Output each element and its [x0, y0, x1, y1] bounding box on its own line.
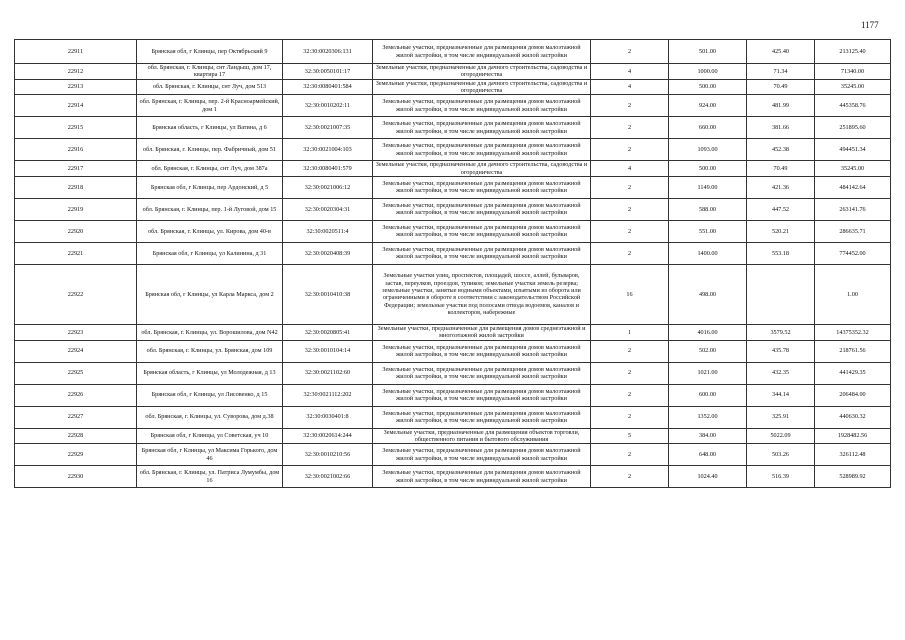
- group-cell: 2: [591, 384, 669, 406]
- area-cell: 384.00: [669, 428, 747, 444]
- land-use-cell: Земельные участки, предназначенные для размещения объектов торговли, общественного питания и бытового обслуживания: [373, 428, 591, 444]
- row-number: 22925: [15, 362, 137, 384]
- cadastral-value-cell: 774452.00: [815, 242, 891, 264]
- table-row: [15, 176, 891, 198]
- cadastral-number-cell: 32:30:0010210:56: [283, 444, 373, 466]
- address-cell: обл. Брянская, г. Клинцы, пер. Фабричный, дом 51: [137, 139, 283, 161]
- cadastral-value-cell: 440630.32: [815, 406, 891, 428]
- specific-value-cell: 520.21: [747, 220, 815, 242]
- cadastral-number-cell: 32:30:0021112:202: [283, 384, 373, 406]
- group-cell: 2: [591, 362, 669, 384]
- area-cell: 1093.00: [669, 139, 747, 161]
- land-use-cell: Земельные участки, предназначенные для размещения домов малоэтажной жилой застройки, в том числе индивидуальной жилой застройки: [373, 242, 591, 264]
- land-use-cell: Земельные участки, предназначенные для дачного строительства, садоводства и огородничества: [373, 64, 591, 80]
- specific-value-cell: 425.40: [747, 40, 815, 64]
- address-cell: Брянская обл, г Клинцы, ул Калинина, д 31: [137, 242, 283, 264]
- group-cell: 2: [591, 220, 669, 242]
- group-cell: 2: [591, 139, 669, 161]
- row-number: 22919: [15, 198, 137, 220]
- table-row: [15, 161, 891, 177]
- row-number: 22922: [15, 264, 137, 324]
- row-number: 22924: [15, 340, 137, 362]
- group-cell: 2: [591, 466, 669, 488]
- area-cell: 4016.00: [669, 324, 747, 340]
- cadastral-value-cell: 218761.56: [815, 340, 891, 362]
- address-cell: обл. Брянская, г. Клинцы, снт Луч, дом 513: [137, 79, 283, 95]
- row-number: 22911: [15, 40, 137, 64]
- cadastral-value-cell: 206484.00: [815, 384, 891, 406]
- table-row: [15, 139, 891, 161]
- area-cell: 501.00: [669, 40, 747, 64]
- area-cell: 1149.00: [669, 176, 747, 198]
- row-number: 22929: [15, 444, 137, 466]
- cadastral-value-cell: 494451.34: [815, 139, 891, 161]
- specific-value-cell: 516.39: [747, 466, 815, 488]
- cadastral-value-cell: 35245.00: [815, 161, 891, 177]
- area-cell: 588.00: [669, 198, 747, 220]
- area-cell: 1024.40: [669, 466, 747, 488]
- cadastral-value-cell: 35245.00: [815, 79, 891, 95]
- group-cell: 2: [591, 340, 669, 362]
- area-cell: 498.00: [669, 264, 747, 324]
- specific-value-cell: 5022.09: [747, 428, 815, 444]
- area-cell: 500.00: [669, 79, 747, 95]
- row-number: 22920: [15, 220, 137, 242]
- table-row: [15, 340, 891, 362]
- group-cell: 4: [591, 64, 669, 80]
- specific-value-cell: [747, 264, 815, 324]
- specific-value-cell: 325.91: [747, 406, 815, 428]
- cadastral-number-cell: 32:30:0020805:41: [283, 324, 373, 340]
- area-cell: 648.00: [669, 444, 747, 466]
- land-use-cell: Земельные участки, предназначенные для размещения домов малоэтажной жилой застройки, в том числе индивидуальной жилой застройки: [373, 466, 591, 488]
- row-number: 22918: [15, 176, 137, 198]
- cadastral-value-cell: 445358.76: [815, 95, 891, 117]
- specific-value-cell: 71.34: [747, 64, 815, 80]
- group-cell: 2: [591, 176, 669, 198]
- address-cell: обл. Брянская, г. Клинцы, ул. Кирова, дом 40-в: [137, 220, 283, 242]
- table-row: [15, 220, 891, 242]
- land-use-cell: Земельные участки, предназначенные для размещения домов малоэтажной жилой застройки, в том числе индивидуальной жилой застройки: [373, 444, 591, 466]
- cadastral-number-cell: 32:30:0010410:38: [283, 264, 373, 324]
- area-cell: 924.00: [669, 95, 747, 117]
- group-cell: 2: [591, 117, 669, 139]
- area-cell: 551.00: [669, 220, 747, 242]
- address-cell: Брянская обл, г Клинцы, ул Лисовенко, д 15: [137, 384, 283, 406]
- table-row: [15, 40, 891, 64]
- address-cell: обл. Брянская, г. Клинцы, пер. 1-й Луговой, дом 15: [137, 198, 283, 220]
- table-row: [15, 95, 891, 117]
- group-cell: 2: [591, 40, 669, 64]
- cadastral-number-cell: 32:30:0080401:579: [283, 161, 373, 177]
- row-number: 22926: [15, 384, 137, 406]
- land-use-cell: Земельные участки, предназначенные для размещения домов малоэтажной жилой застройки, в том числе индивидуальной жилой застройки: [373, 384, 591, 406]
- area-cell: 1400.00: [669, 242, 747, 264]
- cadastral-number-cell: 32:30:0010104:14: [283, 340, 373, 362]
- row-number: 22913: [15, 79, 137, 95]
- area-cell: 500.00: [669, 161, 747, 177]
- table-row: [15, 428, 891, 444]
- land-use-cell: Земельные участки, предназначенные для размещения домов малоэтажной жилой застройки, в том числе индивидуальной жилой застройки: [373, 95, 591, 117]
- address-cell: Брянская обл, г Клинцы, ул Советская, уч 10: [137, 428, 283, 444]
- table-row: [15, 79, 891, 95]
- cadastral-number-cell: 32:30:0021102:60: [283, 362, 373, 384]
- area-cell: 600.00: [669, 384, 747, 406]
- land-use-cell: Земельные участки, предназначенные для размещения домов малоэтажной жилой застройки, в том числе индивидуальной жилой застройки: [373, 176, 591, 198]
- table-row: [15, 406, 891, 428]
- cadastral-number-cell: 32:30:0080401:584: [283, 79, 373, 95]
- specific-value-cell: 503.26: [747, 444, 815, 466]
- specific-value-cell: 381.66: [747, 117, 815, 139]
- land-use-cell: Земельные участки, предназначенные для размещения домов малоэтажной жилой застройки, в том числе индивидуальной жилой застройки: [373, 198, 591, 220]
- specific-value-cell: 70.49: [747, 161, 815, 177]
- cadastral-value-cell: 14375352.32: [815, 324, 891, 340]
- cadastral-value-cell: 484142.64: [815, 176, 891, 198]
- cadastral-number-cell: 32:30:0020614:244: [283, 428, 373, 444]
- address-cell: обл. Брянская, г. Клинцы, ул. Брянская, дом 109: [137, 340, 283, 362]
- group-cell: 16: [591, 264, 669, 324]
- address-cell: Брянская обл, г Клинцы, ул Максима Горького, дом 46: [137, 444, 283, 466]
- row-number: 22917: [15, 161, 137, 177]
- row-number: 22928: [15, 428, 137, 444]
- group-cell: 4: [591, 161, 669, 177]
- land-use-cell: Земельные участки, предназначенные для размещения домов среднеэтажной и многоэтажной жилой застройки: [373, 324, 591, 340]
- land-use-cell: Земельные участки, предназначенные для размещения домов малоэтажной жилой застройки, в том числе индивидуальной жилой застройки: [373, 406, 591, 428]
- group-cell: 2: [591, 95, 669, 117]
- land-use-cell: Земельные участки, предназначенные для дачного строительства, садоводства и огородничества: [373, 161, 591, 177]
- land-use-cell: Земельные участки, предназначенные для размещения домов малоэтажной жилой застройки, в том числе индивидуальной жилой застройки: [373, 117, 591, 139]
- cadastral-number-cell: 32:30:0021002:66: [283, 466, 373, 488]
- specific-value-cell: 344.14: [747, 384, 815, 406]
- address-cell: обл. Брянская, г. Клинцы, ул. Суворова, дом д.38: [137, 406, 283, 428]
- cadastral-number-cell: 32:30:0010202:11: [283, 95, 373, 117]
- cadastral-value-cell: 326112.48: [815, 444, 891, 466]
- cadastral-number-cell: 32:30:0021006:12: [283, 176, 373, 198]
- table-row: [15, 64, 891, 80]
- table-row: [15, 362, 891, 384]
- cadastral-value-cell: 528989.92: [815, 466, 891, 488]
- address-cell: обл. Брянская, г. Клинцы, снт Ландыш, дом 17, квартира 17: [137, 64, 283, 80]
- table-row: [15, 198, 891, 220]
- group-cell: 4: [591, 79, 669, 95]
- area-cell: 1352.00: [669, 406, 747, 428]
- specific-value-cell: 70.49: [747, 79, 815, 95]
- address-cell: обл. Брянская, г. Клинцы, ул. Патриса Лумумбы, дом 16: [137, 466, 283, 488]
- cadastral-value-cell: 213125.40: [815, 40, 891, 64]
- land-use-cell: Земельные участки, предназначенные для размещения домов малоэтажной жилой застройки, в том числе индивидуальной жилой застройки: [373, 340, 591, 362]
- table-row: [15, 324, 891, 340]
- cadastral-value-cell: 1.00: [815, 264, 891, 324]
- specific-value-cell: 481.99: [747, 95, 815, 117]
- land-use-cell: Земельные участки, предназначенные для размещения домов малоэтажной жилой застройки, в том числе индивидуальной жилой застройки: [373, 362, 591, 384]
- cadastral-number-cell: 32:30:0021004:103: [283, 139, 373, 161]
- address-cell: обл. Брянская, г. Клинцы, снт Луч, дом 387а: [137, 161, 283, 177]
- cadastral-value-cell: 263141.76: [815, 198, 891, 220]
- table-row: [15, 117, 891, 139]
- address-cell: обл. Брянская, г. Клинцы, пер. 2-й Красноармейский, дом 1: [137, 95, 283, 117]
- land-use-cell: Земельные участки, предназначенные для размещения домов малоэтажной жилой застройки, в том числе индивидуальной жилой застройки: [373, 40, 591, 64]
- table-row: [15, 444, 891, 466]
- cadastral-value-cell: 251895.60: [815, 117, 891, 139]
- cadastral-number-cell: 32:30:0020304:31: [283, 198, 373, 220]
- specific-value-cell: 421.36: [747, 176, 815, 198]
- area-cell: 1021.00: [669, 362, 747, 384]
- group-cell: 2: [591, 242, 669, 264]
- table-row: [15, 242, 891, 264]
- cadastral-number-cell: 32:30:0020306:131: [283, 40, 373, 64]
- page-number: 1177: [861, 20, 879, 30]
- address-cell: Брянская область, г Клинцы, ул Молодежная, д 13: [137, 362, 283, 384]
- group-cell: 1: [591, 324, 669, 340]
- cadastral-value-cell: 1928482.56: [815, 428, 891, 444]
- cadastral-number-cell: 32:30:0021007:35: [283, 117, 373, 139]
- area-cell: 502.00: [669, 340, 747, 362]
- row-number: 22916: [15, 139, 137, 161]
- cadastral-value-cell: 286635.71: [815, 220, 891, 242]
- cadastral-value-cell: 71340.00: [815, 64, 891, 80]
- table-row: [15, 466, 891, 488]
- address-cell: Брянская обл, г Клинцы, пер Ардонский, д 5: [137, 176, 283, 198]
- table-row: [15, 264, 891, 324]
- address-cell: Брянская область, г Клинцы, ул Ватина, д 6: [137, 117, 283, 139]
- row-number: 22923: [15, 324, 137, 340]
- group-cell: 5: [591, 428, 669, 444]
- cadastral-number-cell: 32:30:0020408:39: [283, 242, 373, 264]
- cadastral-number-cell: 32:30:0020511:4: [283, 220, 373, 242]
- row-number: 22912: [15, 64, 137, 80]
- address-cell: обл. Брянская, г. Клинцы, ул. Ворошилова, дом N42: [137, 324, 283, 340]
- cadastral-number-cell: 32:30:0050101:17: [283, 64, 373, 80]
- row-number: 22930: [15, 466, 137, 488]
- row-number: 22915: [15, 117, 137, 139]
- address-cell: Брянская обл, г Клинцы, пер Октябрьский 9: [137, 40, 283, 64]
- land-use-cell: Земельные участки, предназначенные для размещения домов малоэтажной жилой застройки, в том числе индивидуальной жилой застройки: [373, 220, 591, 242]
- row-number: 22921: [15, 242, 137, 264]
- land-use-cell: Земельные участки, предназначенные для размещения домов малоэтажной жилой застройки, в том числе индивидуальной жилой застройки: [373, 139, 591, 161]
- cadastral-value-cell: 441429.35: [815, 362, 891, 384]
- land-use-cell: Земельные участки улиц, проспектов, площадей, шоссе, аллей, бульваров, застав, переулков, проездов, тупиков; земельные участки земель резерва; земельные участки, занятые водными объектами, изъятыми из оборота или ограниченными в обороте в соответствии с законодательством Российской Федерации; земельные участки под полосами отвода водоемов, каналов и коллекторов, набережные: [373, 264, 591, 324]
- address-cell: Брянская обл, г Клинцы, ул Карла Маркса, дом 2: [137, 264, 283, 324]
- specific-value-cell: 435.78: [747, 340, 815, 362]
- specific-value-cell: 3579.52: [747, 324, 815, 340]
- land-use-cell: Земельные участки, предназначенные для дачного строительства, садоводства и огородничества: [373, 79, 591, 95]
- specific-value-cell: 452.38: [747, 139, 815, 161]
- registry-table: [14, 39, 891, 488]
- row-number: 22914: [15, 95, 137, 117]
- group-cell: 2: [591, 444, 669, 466]
- specific-value-cell: 553.18: [747, 242, 815, 264]
- area-cell: 1000.00: [669, 64, 747, 80]
- row-number: 22927: [15, 406, 137, 428]
- table-row: [15, 384, 891, 406]
- specific-value-cell: 447.52: [747, 198, 815, 220]
- group-cell: 2: [591, 406, 669, 428]
- area-cell: 660.00: [669, 117, 747, 139]
- group-cell: 2: [591, 198, 669, 220]
- cadastral-number-cell: 32:30:0030401:8: [283, 406, 373, 428]
- specific-value-cell: 432.35: [747, 362, 815, 384]
